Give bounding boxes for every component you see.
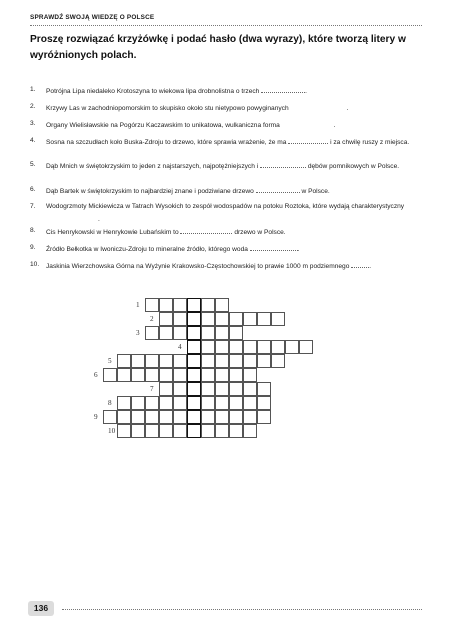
crossword-cell[interactable]: [173, 424, 187, 438]
crossword-cell[interactable]: [243, 368, 257, 382]
crossword-cell[interactable]: [243, 410, 257, 424]
crossword-cell[interactable]: [243, 340, 257, 354]
crossword-key-cell[interactable]: [187, 410, 201, 424]
dotted-divider-bottom: [62, 609, 422, 610]
crossword-key-cell[interactable]: [187, 382, 201, 396]
task-instruction: Proszę rozwiązać krzyżówkę i podać hasło (dwa wyrazy), które tworzą litery w wyróżnionych polach.: [30, 34, 406, 61]
crossword-cell[interactable]: [201, 354, 215, 368]
crossword-cell[interactable]: [215, 298, 229, 312]
crossword-cell[interactable]: [159, 354, 173, 368]
crossword-cell[interactable]: [201, 312, 215, 326]
section-header: SPRAWDŹ SWOJĄ WIEDZĘ O POLSCE: [30, 14, 155, 21]
question-text: Cis Henrykowski w Henrykowie Lubańskim to: [46, 229, 181, 236]
crossword-key-cell[interactable]: [187, 368, 201, 382]
crossword-cell[interactable]: [145, 354, 159, 368]
answer-blank[interactable]: [261, 85, 305, 93]
crossword-cell[interactable]: [243, 354, 257, 368]
crossword-cell[interactable]: [159, 396, 173, 410]
crossword-cell[interactable]: [173, 368, 187, 382]
crossword-cell[interactable]: [271, 312, 285, 326]
crossword-cell[interactable]: [243, 312, 257, 326]
crossword-row-number: 4: [178, 343, 182, 351]
crossword-cell[interactable]: [201, 298, 215, 312]
crossword-cell[interactable]: [131, 396, 145, 410]
crossword-key-cell[interactable]: [187, 354, 201, 368]
crossword-cell[interactable]: [201, 368, 215, 382]
crossword-cell[interactable]: [215, 396, 229, 410]
crossword-cell[interactable]: [159, 326, 173, 340]
crossword-cell[interactable]: [285, 340, 299, 354]
crossword-row-number: 6: [94, 371, 98, 379]
crossword-row-number: 1: [136, 301, 140, 309]
crossword-row-number: 9: [94, 413, 98, 421]
crossword-cell[interactable]: [257, 354, 271, 368]
crossword-row-number: 2: [150, 315, 154, 323]
crossword-cell[interactable]: [271, 354, 285, 368]
answer-blank[interactable]: [351, 260, 369, 268]
crossword-cell[interactable]: [243, 382, 257, 396]
crossword-cell[interactable]: [117, 354, 131, 368]
crossword-cell[interactable]: [117, 410, 131, 424]
question-text: Organy Wielisławskie na Pogórzu Kaczawskim to unikatowa, wulkaniczna forma: [46, 122, 282, 129]
crossword-cell[interactable]: [145, 410, 159, 424]
crossword-cell[interactable]: [159, 368, 173, 382]
crossword-key-cell[interactable]: [187, 424, 201, 438]
dotted-divider-top: [30, 25, 422, 26]
crossword-cell[interactable]: [215, 368, 229, 382]
crossword-cell[interactable]: [131, 368, 145, 382]
question-text: Sosna na szczudłach koło Buska-Zdroju to drzewo, które sprawia wrażenie, że ma: [46, 139, 289, 146]
page-number: 136: [28, 601, 54, 616]
crossword-cell[interactable]: [159, 410, 173, 424]
crossword-cell[interactable]: [145, 424, 159, 438]
crossword-cell[interactable]: [215, 410, 229, 424]
crossword-cell[interactable]: [215, 312, 229, 326]
crossword-cell[interactable]: [271, 340, 285, 354]
crossword-cell[interactable]: [229, 396, 243, 410]
answer-blank[interactable]: [282, 119, 334, 127]
crossword-cell[interactable]: [145, 396, 159, 410]
crossword-cell[interactable]: [229, 424, 243, 438]
crossword-cell[interactable]: [173, 326, 187, 340]
crossword-row-number: 8: [108, 399, 112, 407]
crossword-key-cell[interactable]: [187, 298, 201, 312]
crossword-row-number: 10: [108, 427, 116, 435]
crossword-cell[interactable]: [173, 298, 187, 312]
crossword-cell[interactable]: [103, 368, 117, 382]
answer-blank[interactable]: [288, 136, 328, 144]
crossword-key-cell[interactable]: [187, 312, 201, 326]
crossword-cell[interactable]: [117, 424, 131, 438]
crossword-cell[interactable]: [215, 340, 229, 354]
question-text: Potrójna Lipa niedaleko Krotoszyna to wiekowa lipa drobnolistna o trzech: [46, 88, 262, 95]
question-text: Krzywy Las w zachodniopomorskim to skupisko około stu nietypowo powyginanych: [46, 105, 291, 112]
crossword-cell[interactable]: [173, 312, 187, 326]
crossword-key-cell[interactable]: [187, 340, 201, 354]
crossword-key-cell[interactable]: [187, 326, 201, 340]
question-text: Dąb Mnich w świętokrzyskim to jeden z najstarszych, najpotężniejszych i: [46, 163, 261, 170]
answer-blank[interactable]: [256, 185, 300, 193]
crossword-row-number: 3: [136, 329, 140, 337]
answer-blank[interactable]: [46, 213, 98, 221]
crossword-cell[interactable]: [173, 396, 187, 410]
crossword-cell[interactable]: [257, 382, 271, 396]
crossword-cell[interactable]: [215, 382, 229, 396]
crossword-cell[interactable]: [145, 298, 159, 312]
crossword-cell[interactable]: [215, 354, 229, 368]
crossword-cell[interactable]: [131, 354, 145, 368]
crossword-cell[interactable]: [201, 410, 215, 424]
crossword-cell[interactable]: [257, 410, 271, 424]
crossword-cell[interactable]: [243, 424, 257, 438]
crossword-cell[interactable]: [145, 368, 159, 382]
question-text: Źródło Bełkotka w Iwoniczu-Zdroju to mineralne źródło, którego woda: [46, 246, 250, 253]
question-text: Jaskinia Wierzchowska Górna na Wyżynie Krakowsko-Częstochowskiej to prawie 1000 m podziemnego: [46, 263, 352, 270]
crossword-key-cell[interactable]: [187, 396, 201, 410]
crossword-cell[interactable]: [257, 396, 271, 410]
crossword-cell[interactable]: [117, 368, 131, 382]
crossword-cell[interactable]: [257, 312, 271, 326]
crossword-cell[interactable]: [159, 298, 173, 312]
crossword-cell[interactable]: [131, 410, 145, 424]
crossword-cell[interactable]: [229, 326, 243, 340]
answer-blank[interactable]: [260, 160, 306, 168]
crossword-cell[interactable]: [201, 340, 215, 354]
crossword-cell[interactable]: [201, 396, 215, 410]
question-text: Dąb Bartek w świętokrzyskim to najbardziej znane i podziwiane drzewo: [46, 188, 256, 195]
crossword-cell[interactable]: [243, 396, 257, 410]
crossword-cell[interactable]: [229, 410, 243, 424]
answer-blank[interactable]: [180, 226, 232, 234]
answer-blank[interactable]: [250, 243, 298, 251]
crossword-cell[interactable]: [159, 312, 173, 326]
workbook-page: SPRAWDŹ SWOJĄ WIEDZĘ O POLSCE Proszę rozwiązać krzyżówkę i podać hasło (dwa wyrazy), które tworzą litery w wyróżnionych polach. 1. Potrójna Lipa niedaleko Krotoszyna to wiekowa lipa drobnolistna o trzech . 2. Krzywy Las w zachodniopomorskim to skupisko około stu nietypowo powyginanych . 3. Organy Wielisławskie na Pogórzu Kaczawskim to unikatowa, wulkaniczna forma . 4. Sosna na szczudłach koło Buska-Zdroju to drzewo, które sprawia wrażenie, że ma i za chwilę ruszy z miejsca. 5. Dąb Mnich w świętokrzyskim to jeden z najstarszych, najpotężniejszych i dębów pomnikowych w Polsce. 6. Dąb Bartek w świętokrzyskim to najbardziej znane i podziwiane drzewo w Polsce. 7. Wodogrzmoty Mickiewicza w Tatrach Wysokich to zespół wodospadów na potoku Roztoka, które wydają charakterystyczny . 8. Cis Henrykowski w Henrykowie Lubańskim to drzewo w Polsce. 9. Źródło Bełkotka w Iwoniczu-Zdroju to mineralne źródło, którego woda . 10. Jaskinia Wierzchowska Górna na Wyżynie Krakowsko-Częstochowskiej to prawie 1000 m podziemnego . 1 2 3 4 5 6 7 8 9 10 136: [0, 0, 452, 640]
crossword-cell[interactable]: [229, 382, 243, 396]
crossword-cell[interactable]: [201, 326, 215, 340]
crossword-cell[interactable]: [103, 410, 117, 424]
crossword-cell[interactable]: [131, 424, 145, 438]
crossword-cell[interactable]: [229, 354, 243, 368]
crossword-cell[interactable]: [229, 368, 243, 382]
crossword-cell[interactable]: [299, 340, 313, 354]
crossword-row-number: 5: [108, 357, 112, 365]
crossword-cell[interactable]: [229, 312, 243, 326]
crossword-cell[interactable]: [201, 382, 215, 396]
crossword-cell[interactable]: [145, 326, 159, 340]
crossword-cell[interactable]: [215, 326, 229, 340]
crossword-cell[interactable]: [117, 396, 131, 410]
answer-blank[interactable]: [290, 102, 346, 110]
crossword-cell[interactable]: [229, 340, 243, 354]
crossword-cell[interactable]: [257, 340, 271, 354]
crossword-cell[interactable]: [173, 354, 187, 368]
crossword-cell[interactable]: [215, 424, 229, 438]
question-number: 1.: [30, 86, 36, 93]
crossword-row-number: 7: [150, 385, 154, 393]
crossword-cell[interactable]: [159, 382, 173, 396]
crossword-cell[interactable]: [173, 382, 187, 396]
crossword-cell[interactable]: [159, 424, 173, 438]
crossword-cell[interactable]: [201, 424, 215, 438]
crossword-cell[interactable]: [173, 410, 187, 424]
question-text: Wodogrzmoty Mickiewicza w Tatrach Wysokich to zespół wodospadów na potoku Roztoka, które wydają charakterystyczny: [46, 203, 405, 210]
